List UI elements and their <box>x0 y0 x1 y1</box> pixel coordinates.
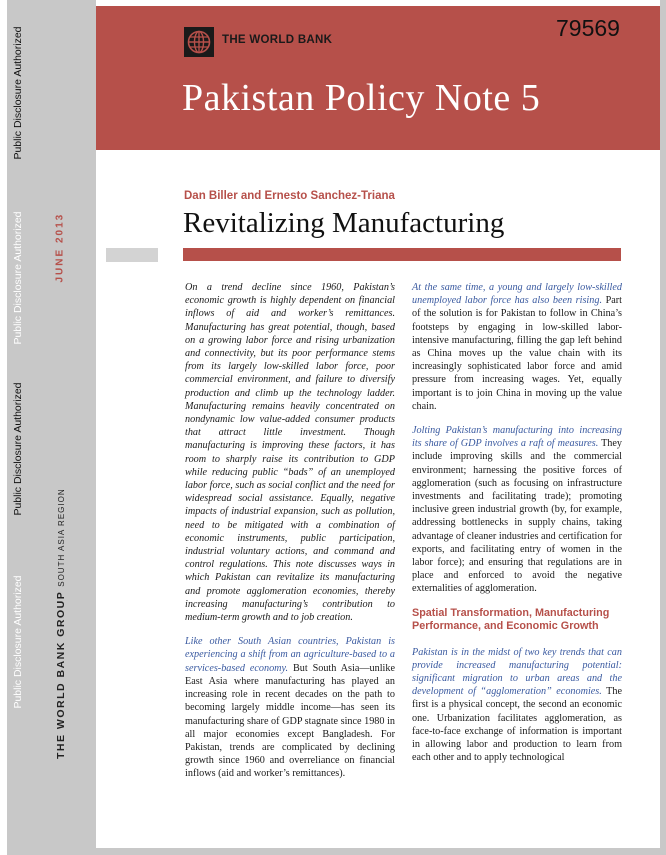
abstract: On a trend decline since 1960, Pakistan’s economic growth is highly dependent on financial inflows of aid and worker’s remittances. Manufacturing has great potential, though, based on a growing labor force and rising urbanization and connectivity, but its poor performance stems from its largely low-skilled labor force, poor commercial environment, and failure to diversify production and climb up the technology ladder. Manufacturing remains heavily concentrated on nondynamic low value-added consumer products that attract little investment. Though manufacturing is improving these factors, it has room to sharply raise its contribution to GDP while reducing public “bads” of an unemployed labor force, such as social conflict and the need for widespread social assistance. Equally, negative impacts of industrial expansion, such as pollution, need to be mitigated with a combination of economic instruments, public participation, industrial voluntary actions, and command and control regulations. This note discusses ways in which Pakistan can revitalize its manufacturing and promote agglomeration economies, thereby increasing manufacturing’s contribution to medium-term growth and to job creation. <box>185 282 395 624</box>
authors: Dan Biller and Ernesto Sanchez-Triana <box>184 190 395 202</box>
globe-icon <box>184 27 214 57</box>
disclosure-label: Public Disclosure Authorized <box>12 211 24 345</box>
section-heading: Spatial Transformation, Manufacturing Performance, and Economic Growth <box>412 606 610 633</box>
column-right <box>412 281 622 776</box>
paragraph <box>185 635 395 780</box>
paragraph <box>412 646 622 765</box>
lead-in: Like other South Asian countries, Pakistan is experiencing a shift from an agriculture-based to a services-based economy. <box>185 636 395 674</box>
lead-in: Pakistan is in the midst of two key trends that can provide increased manufacturing potential: significant migration to urban areas and the development of “agglomeration” economies. <box>412 646 622 698</box>
decorative-bar <box>106 248 158 262</box>
paragraph-body: Part of the solution is for Pakistan to follow in China’s footsteps by engaging in low-skilled labor-intensive manufacturing, filling the gap left behind as China moves up the value chain with its increasingly sophisticated labor force and amid pressure from increasing wages. Yet, equally important is to join China in moving up the value chain. <box>412 295 622 412</box>
document-number: 79569 <box>556 15 620 41</box>
page-right-edge <box>660 0 666 855</box>
paragraph-body: The first is a physical concept, the second an economic one. Urbanization facilitates agglomeration, as face-to-face exchange of information is important in allowing labor and production to learn from each other and to apply technological <box>412 686 622 764</box>
lead-in: Jolting Pakistan’s manufacturing into increasing its share of GDP involves a raft of measures. <box>412 425 622 450</box>
group-name <box>51 488 69 759</box>
paragraph <box>412 281 622 413</box>
lead-in: At the same time, a young and largely low-skilled unemployed labor force has also been rising. <box>412 282 622 307</box>
region-text: SOUTH ASIA REGION <box>57 488 66 587</box>
paragraph-body: They include improving skills and the commercial environment; harnessing the positive forces of agglomeration (such as focusing on infrastructure investments and facilitating trade); promoting inclusive green industrial growth (by, for example, addressing bottlenecks in supply chains, taking advantage of cleaner industries and certification for exports, and facilitating entry of women in the labor force); and ensuring that regulations are in place and enforced to avoid the negative externalities of agglomeration. <box>412 438 623 595</box>
series-title: Pakistan Policy Note 5 <box>182 77 541 119</box>
paragraph-body: But South Asia—unlike East Asia where manufacturing has played an increasing role in recent decades on the path to becoming largely middle income—has seen its manufacturing share of GDP stagnate since 1980 in all major economies except Bangladesh. For Pakistan, trends are complicated by declining growth since 1960 and overreliance on financial inflows (aid and worker’s remittances). <box>185 662 395 780</box>
org-name: THE WORLD BANK <box>222 34 333 46</box>
paragraph <box>412 424 622 596</box>
group-name-text: THE WORLD BANK GROUP <box>55 590 67 759</box>
column-left <box>185 281 395 792</box>
publication-date: JUNE 2013 <box>54 212 66 283</box>
disclosure-label: Public Disclosure Authorized <box>12 382 24 516</box>
disclosure-label: Public Disclosure Authorized <box>12 26 24 160</box>
article-title: Revitalizing Manufacturing <box>183 207 505 239</box>
page-bottom-edge <box>96 848 666 855</box>
disclosure-label: Public Disclosure Authorized <box>12 575 24 709</box>
title-rule <box>183 248 621 261</box>
